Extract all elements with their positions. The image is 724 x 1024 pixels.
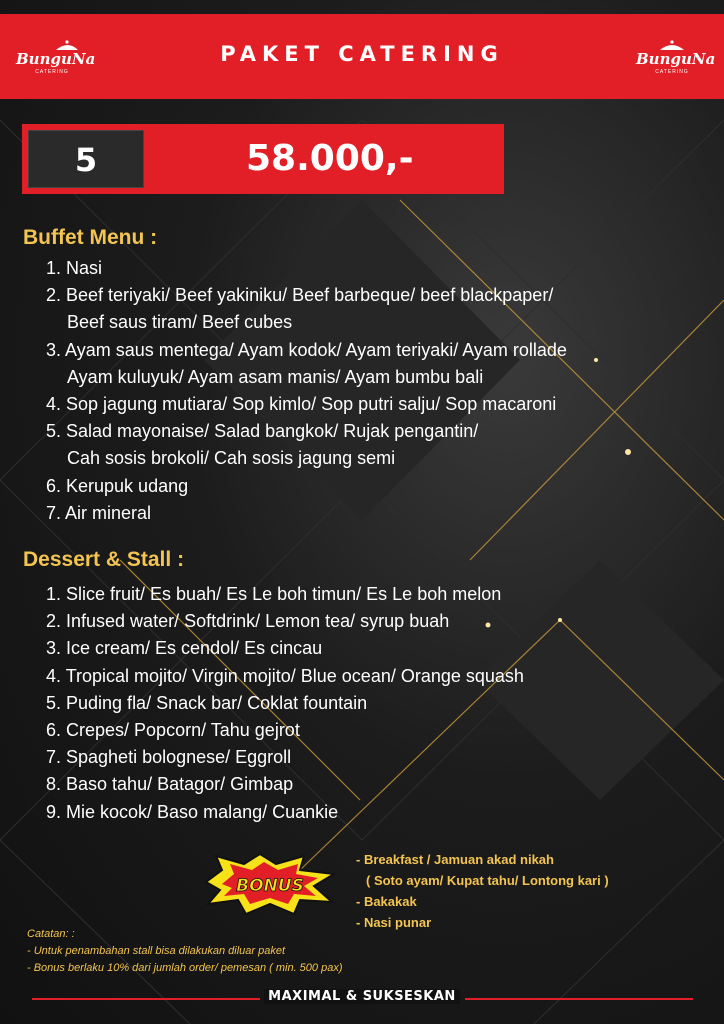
list-item: 8. Baso tahu/ Batagor/ Gimbap bbox=[46, 774, 294, 795]
footer-divider-right bbox=[465, 998, 693, 1000]
package-price: 58.000,- bbox=[246, 138, 414, 179]
list-item: - Bakakak bbox=[356, 894, 417, 909]
list-item: 4. Tropical mojito/ Virgin mojito/ Blue ocean/ Orange squash bbox=[46, 665, 524, 686]
footer-tagline: MAXIMAL & SUKSESKAN bbox=[264, 989, 460, 1004]
bonus-badge bbox=[200, 852, 340, 916]
dessert-list bbox=[46, 581, 524, 826]
notes-title: Catatan: : bbox=[27, 928, 75, 940]
list-item: 1. Slice fruit/ Es buah/ Es Le boh timun/ Es Le boh melon bbox=[46, 584, 502, 604]
footer-divider-left bbox=[32, 998, 260, 1000]
logo-text: BunguNa bbox=[636, 50, 716, 68]
list-item: 4. Sop jagung mutiara/ Sop kimlo/ Sop putri salju/ Sop macaroni bbox=[46, 394, 557, 415]
dessert-title: Dessert & Stall : bbox=[23, 548, 185, 571]
logo-text: BunguNa bbox=[16, 50, 96, 68]
list-item: 5. Salad mayonaise/ Salad bangkok/ Rujak pengantin/ bbox=[46, 421, 479, 442]
logo-subtext: CATERING bbox=[655, 69, 689, 75]
page-title: PAKET CATERING bbox=[220, 42, 504, 66]
bonus-list bbox=[356, 849, 609, 933]
list-item: 7. Spagheti bolognese/ Eggroll bbox=[46, 747, 292, 768]
price-bar bbox=[22, 124, 504, 194]
list-item: 2. Infused water/ Softdrink/ Lemon tea/ syrup buah bbox=[46, 611, 450, 632]
notes bbox=[27, 926, 343, 977]
list-item: 7. Air mineral bbox=[46, 502, 152, 523]
list-item: Beef saus tiram/ Beef cubes bbox=[67, 312, 293, 333]
logo-subtext: CATERING bbox=[35, 69, 69, 75]
header-bar bbox=[0, 14, 724, 99]
list-item: 2. Beef teriyaki/ Beef yakiniku/ Beef barbeque/ beef blackpaper/ bbox=[46, 285, 554, 306]
logo-right bbox=[636, 36, 716, 84]
list-item: 1. Nasi bbox=[46, 258, 103, 278]
bonus-burst-icon bbox=[200, 852, 340, 916]
list-item: 5. Puding fla/ Snack bar/ Coklat fountain bbox=[46, 692, 368, 713]
list-item: - Breakfast / Jamuan akad nikah bbox=[356, 852, 554, 867]
bonus-badge-text: BONUS bbox=[236, 876, 304, 896]
list-item: ( Soto ayam/ Kupat tahu/ Lontong kari ) bbox=[366, 873, 609, 888]
package-number-box bbox=[28, 130, 144, 188]
list-item: Ayam kuluyuk/ Ayam asam manis/ Ayam bumbu bali bbox=[67, 366, 484, 387]
list-item: 3. Ice cream/ Es cendol/ Es cincau bbox=[46, 638, 323, 659]
list-item: 6. Kerupuk udang bbox=[46, 475, 189, 496]
list-item: Cah sosis brokoli/ Cah sosis jagung semi bbox=[67, 448, 396, 469]
note-line: - Bonus berlaku 10% dari jumlah order/ pemesan ( min. 500 pax) bbox=[27, 962, 343, 974]
buffet-list bbox=[46, 255, 567, 527]
list-item: 3. Ayam saus mentega/ Ayam kodok/ Ayam teriyaki/ Ayam rollade bbox=[46, 339, 567, 360]
list-item: - Nasi punar bbox=[356, 915, 432, 930]
list-item: 9. Mie kocok/ Baso malang/ Cuankie bbox=[46, 801, 339, 822]
buffet-title: Buffet Menu : bbox=[23, 226, 158, 249]
package-number: 5 bbox=[74, 141, 98, 179]
list-item: 6. Crepes/ Popcorn/ Tahu gejrot bbox=[46, 720, 300, 741]
note-line: - Untuk penambahan stall bisa dilakukan diluar paket bbox=[27, 945, 286, 957]
